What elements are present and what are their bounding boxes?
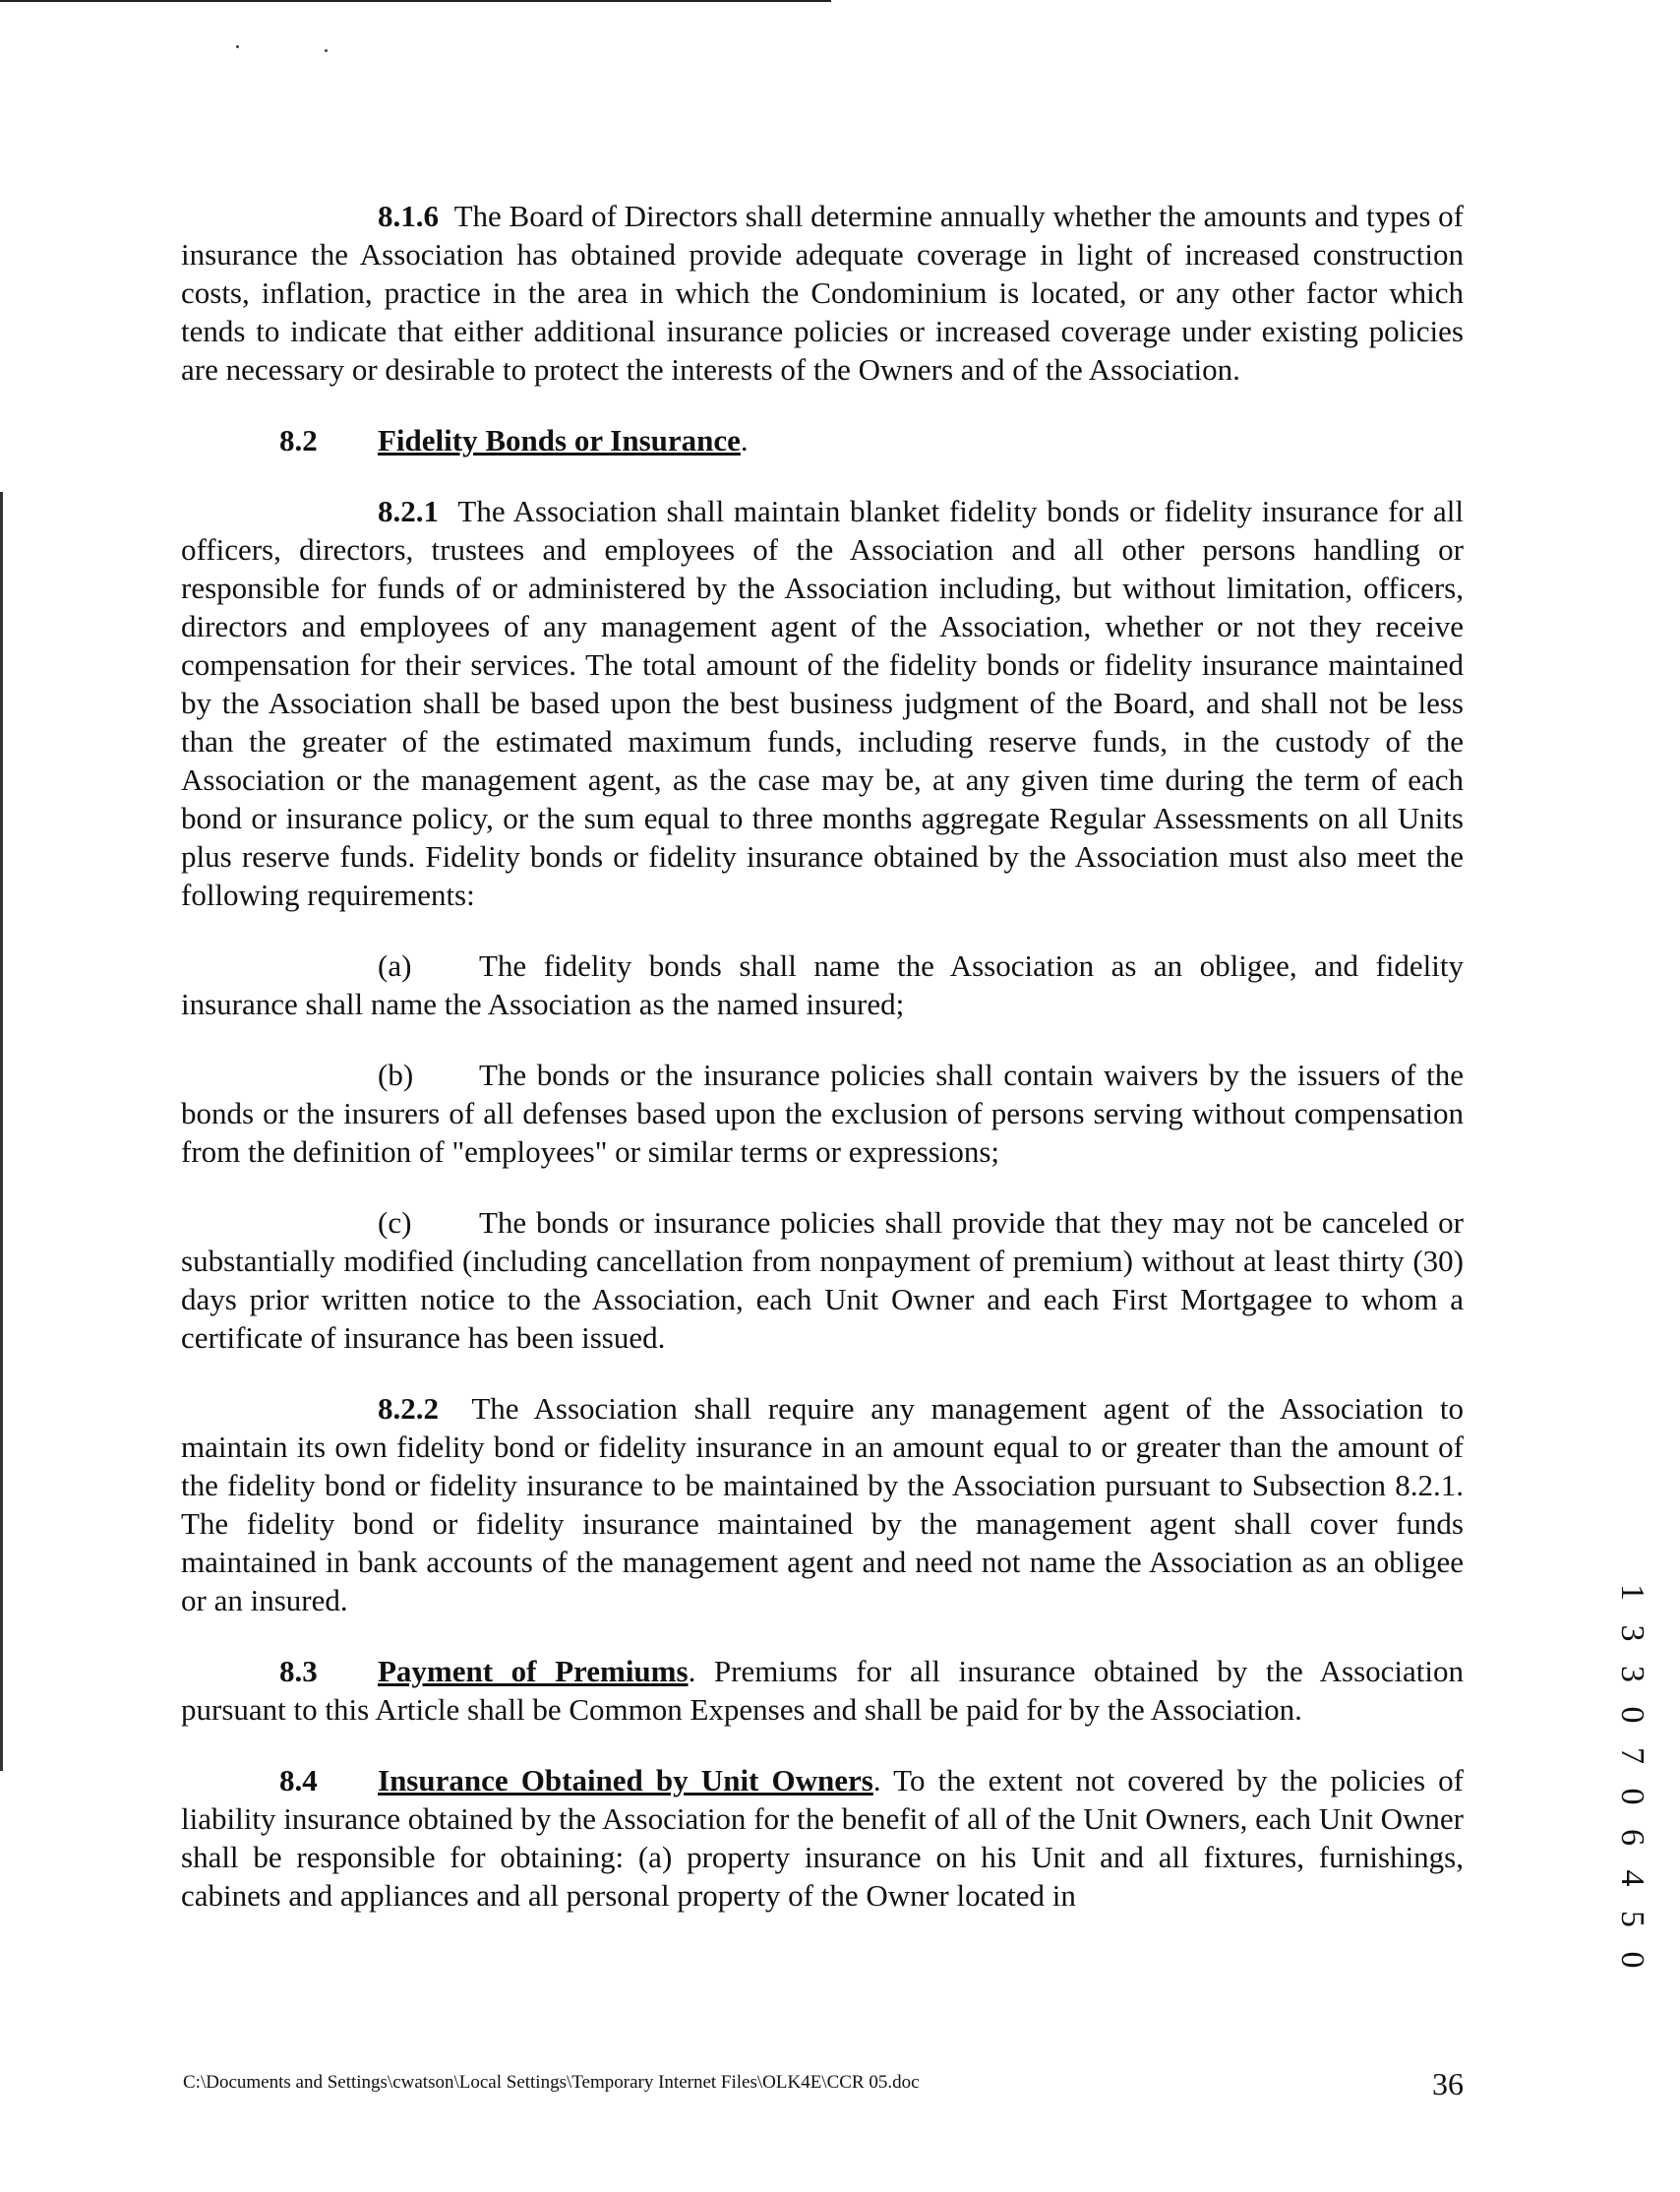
recording-stamp: 1 3 3 0 7 0 6 4 5 0 <box>1614 1584 1650 1977</box>
section-heading: Insurance Obtained by Unit Owners <box>378 1763 873 1797</box>
item-tag: (c) <box>378 1205 412 1240</box>
left-scan-rule <box>0 492 3 1771</box>
section-text: The Board of Directors shall determine annually whether the amounts and types of insurance the Association has obtained provide adequate coverage in light of increased construction costs, inflation, practice in the area in which the Condominium is located, or any other factor which tends to indicate that either additional insurance policies or increased coverage under existing policies are necessary or desirable to protect the interests of the Owners and of the Association. <box>181 199 1465 387</box>
scan-speck <box>325 49 328 52</box>
item-tag: (b) <box>378 1058 414 1092</box>
page-number: 36 <box>1432 2066 1464 2101</box>
list-item-c <box>181 1203 1464 1357</box>
section-number: 8.3 <box>279 1654 318 1688</box>
top-scan-rule <box>0 0 831 2</box>
section-number: 8.2.2 <box>378 1391 439 1426</box>
heading-8-2: 8.2 Fidelity Bonds or Insurance. <box>279 423 749 457</box>
paragraph-8-2-2 <box>181 1389 1464 1619</box>
section-text: The Association shall maintain blanket fidelity bonds or fidelity insurance for all officers, directors, trustees and employees of the Association and all other persons handling or responsible for funds of or administered by the Association including, but without limitation, officers, directors and employees of any management agent of the Association, whether or not they receive compensation for their services. The total amount of the fidelity bonds or fidelity insurance maintained by the Association shall be based upon the best business judgment of the Board, and shall not be less than the greater of the estimated maximum funds, including reserve funds, in the custody of the Association or the management agent, as the case may be, at any given time during the term of each bond or insurance policy, or the sum equal to three months aggregate Regular Assessments on all Units plus reserve funds. Fidelity bonds or fidelity insurance obtained by the Association must also meet the following requirements: <box>181 494 1465 912</box>
footer-file-path: C:\Documents and Settings\cwatson\Local Settings\Temporary Internet Files\OLK4E\CCR 05.doc <box>183 2072 920 2093</box>
section-heading: Fidelity Bonds or Insurance <box>378 423 741 457</box>
list-item-a <box>181 946 1464 1023</box>
paragraph-8-4 <box>181 1761 1464 1915</box>
item-text: The bonds or insurance policies shall provide that they may not be canceled or substantially modified (including cancellation from nonpayment of premium) without at least thirty (30) days prior written notice to the Association, each Unit Owner and each First Mortgagee to whom a certificate of insurance has been issued. <box>181 1205 1464 1355</box>
section-number: 8.1.6 <box>378 199 439 233</box>
list-item-b <box>181 1056 1464 1171</box>
paragraph-8-3 <box>181 1652 1464 1729</box>
item-text: The bonds or the insurance policies shall contain waivers by the issuers of the bonds or the insurers of all defenses based upon the exclusion of persons serving without compensation from the definition of "employees" or similar terms or expressions; <box>181 1058 1464 1169</box>
section-number: 8.2 <box>279 423 318 457</box>
item-text: The fidelity bonds shall name the Association as an obligee, and fidelity insurance shall name the Association as the named insured; <box>181 948 1464 1021</box>
section-text: The Association shall require any management agent of the Association to maintain its own fidelity bond or fidelity insurance in an amount equal to or greater than the amount of the fidelity bond or fidelity insurance to be maintained by the Association pursuant to Subsection 8.2.1. The fidelity bond or fidelity insurance maintained by the management agent shall cover funds maintained in bank accounts of the management agent and need not name the Association as an obligee or an insured. <box>181 1391 1465 1617</box>
section-text: . To the extent not covered by the policies of liability insurance obtained by the Association for the benefit of all of the Unit Owners, each Unit Owner shall be responsible for obtaining: (a) property insurance on his Unit and all fixtures, furnishings, cabinets and appliances and all personal property of the Owner located in <box>181 1763 1464 1913</box>
section-number: 8.2.1 <box>378 494 439 528</box>
paragraph-8-2-1 <box>181 492 1464 914</box>
item-tag: (a) <box>378 948 412 983</box>
section-heading: Payment of Premiums <box>378 1654 689 1688</box>
section-number: 8.4 <box>279 1763 318 1797</box>
paragraph-8-1-6 <box>181 197 1464 389</box>
section-text: . Premiums for all insurance obtained by the Association pursuant to this Article shall be Common Expenses and shall be paid for by the Association. <box>181 1654 1464 1727</box>
document-page <box>181 197 1464 1947</box>
scan-speck <box>236 45 239 48</box>
